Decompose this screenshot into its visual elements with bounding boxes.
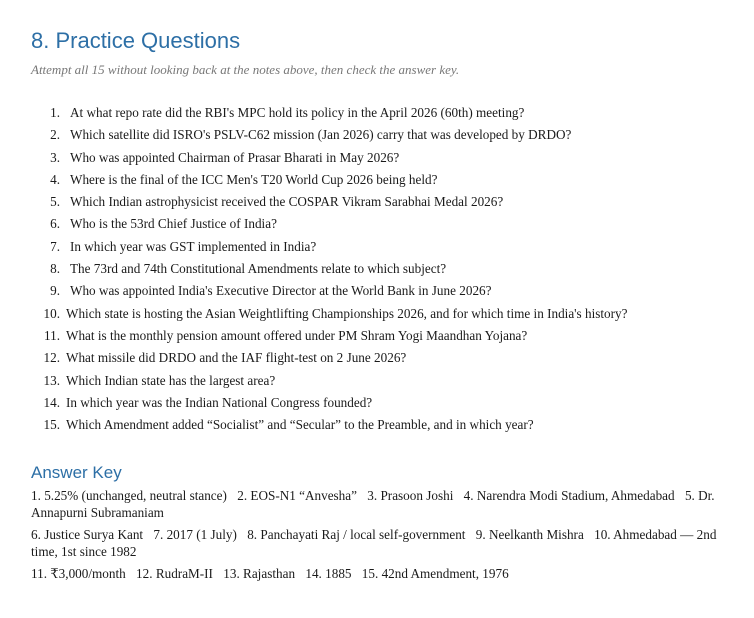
question-text: In which year was GST implemented in India? <box>70 238 317 254</box>
question-number: 13. <box>43 372 60 388</box>
question-number: 4. <box>50 171 60 187</box>
question-text: Which Indian astrophysicist received the COSPAR Vikram Sarabhai Medal 2026? <box>70 194 504 210</box>
question-text: Which Indian state has the largest area? <box>66 372 276 388</box>
question-item <box>31 191 727 213</box>
answer-key <box>31 488 727 583</box>
question-text: At what repo rate did the RBI's MPC hold its policy in the April 2026 (60th) meeting? <box>70 105 525 120</box>
question-text: Which state is hosting the Asian Weightlifting Championships 2026, and for which time in India's history? <box>66 305 628 321</box>
answer-item: 3. Prasoon Joshi <box>367 488 454 504</box>
question-number: 8. <box>50 261 60 277</box>
question-item <box>31 258 727 280</box>
answer-item: 1. 5.25% (unchanged, neutral stance) <box>31 488 227 504</box>
question-number: 9. <box>50 283 60 299</box>
question-text: Which Amendment added “Socialist” and “Secular” to the Preamble, and in which year? <box>66 417 534 433</box>
question-item <box>31 213 727 235</box>
answer-item: 10. Ahmedabad — 2nd time, 1st since 1982 <box>31 527 717 559</box>
answer-item: 7. 2017 (1 July) <box>153 527 237 543</box>
question-number: 12. <box>43 350 60 366</box>
answer-item: 15. 42nd Amendment, 1976 <box>361 566 509 582</box>
question-item <box>31 370 727 392</box>
answer-line <box>31 488 727 521</box>
answer-line <box>31 527 727 560</box>
question-item <box>31 325 727 347</box>
question-item <box>31 102 727 124</box>
answer-item: 12. RudraM-II <box>136 566 213 582</box>
question-text: Where is the final of the ICC Men's T20 World Cup 2026 being held? <box>70 171 438 187</box>
question-item <box>31 414 727 436</box>
question-number: 14. <box>43 394 60 410</box>
question-item <box>31 124 727 146</box>
question-item <box>31 147 727 169</box>
answer-key-heading: Answer Key <box>31 463 122 483</box>
answer-item: 6. Justice Surya Kant <box>31 527 144 543</box>
question-text: The 73rd and 74th Constitutional Amendments relate to which subject? <box>70 261 447 277</box>
question-number: 10. <box>43 305 60 321</box>
questions-list <box>31 102 727 436</box>
question-text: Which satellite did ISRO's PSLV-C62 mission (Jan 2026) carry that was developed by DRDO? <box>70 127 572 143</box>
question-number: 6. <box>50 216 60 232</box>
answer-item: 4. Narendra Modi Stadium, Ahmedabad <box>463 488 675 504</box>
question-text: What missile did DRDO and the IAF flight-test on 2 June 2026? <box>66 350 407 366</box>
question-text: Who is the 53rd Chief Justice of India? <box>70 216 277 232</box>
question-text: In which year was the Indian National Congress founded? <box>66 394 373 410</box>
question-item <box>31 280 727 302</box>
question-number: 5. <box>50 194 60 210</box>
answer-item: 11. ₹3,000/month <box>31 566 126 582</box>
question-item <box>31 236 727 258</box>
answer-item: 2. EOS-N1 “Anvesha” <box>237 488 357 504</box>
question-number: 15. <box>43 417 60 433</box>
answer-item: 14. 1885 <box>305 566 352 582</box>
question-item <box>31 392 727 414</box>
answer-item: 9. Neelkanth Mishra <box>475 527 584 543</box>
section-subtitle: Attempt all 15 without looking back at the notes above, then check the answer key. <box>31 62 460 77</box>
answer-item: 8. Panchayati Raj / local self-government <box>247 527 466 543</box>
question-number: 7. <box>50 238 60 254</box>
answer-item: 5. Dr. Annapurni Subramaniam <box>31 488 715 520</box>
question-item <box>31 303 727 325</box>
question-number: 2. <box>50 127 60 143</box>
question-number: 3. <box>50 149 60 165</box>
section-title: 8. Practice Questions <box>31 28 241 53</box>
answer-item: 13. Rajasthan <box>223 566 296 582</box>
question-item <box>31 169 727 191</box>
question-item <box>31 347 727 369</box>
question-text: What is the monthly pension amount offered under PM Shram Yogi Maandhan Yojana? <box>66 327 528 343</box>
answer-line <box>31 566 727 583</box>
question-number: 1. <box>50 105 60 120</box>
question-number: 11. <box>44 327 60 343</box>
question-text: Who was appointed Chairman of Prasar Bharati in May 2026? <box>70 149 400 165</box>
question-text: Who was appointed India's Executive Director at the World Bank in June 2026? <box>70 283 492 299</box>
